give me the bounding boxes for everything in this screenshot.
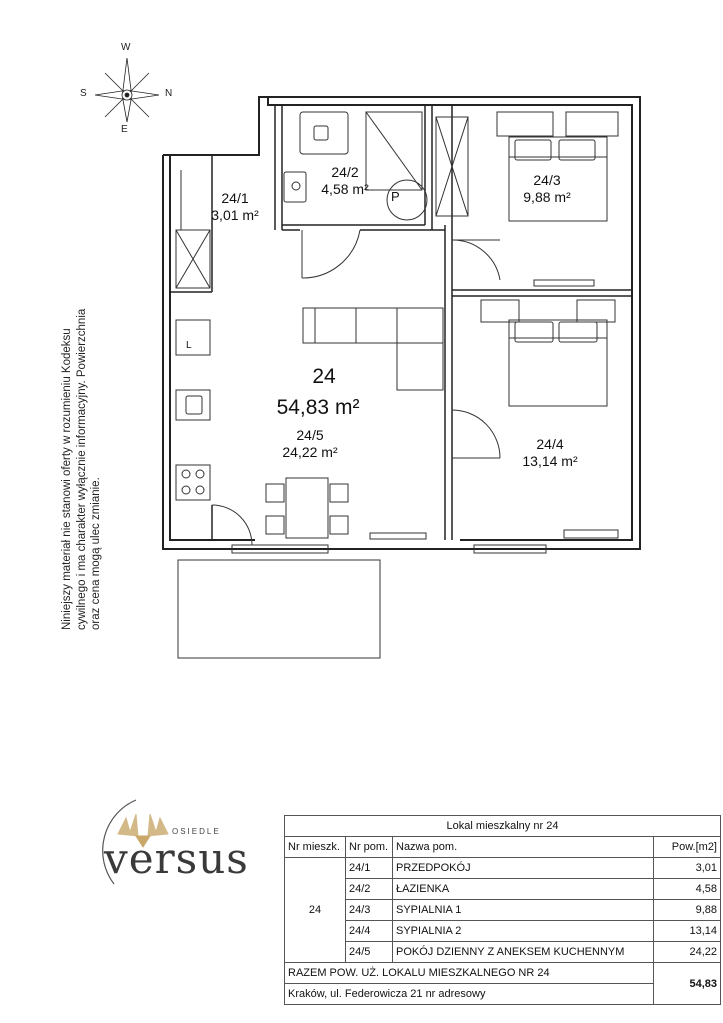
disclaimer-line: Niniejszy materiał nie stanowi oferty w rozumieniu Kodeksu	[61, 328, 73, 630]
legend-room-area: 3,01	[654, 858, 721, 879]
table-row	[285, 858, 721, 879]
bed-bedroom-2	[481, 300, 615, 406]
room-area: 13,14 m²	[522, 453, 578, 469]
legend-room-area: 4,58	[654, 879, 721, 900]
kitchen-units	[176, 320, 210, 500]
table-row	[285, 900, 721, 921]
room-area: 9,88 m²	[523, 189, 571, 205]
shaft-symbol: P	[391, 189, 400, 204]
legend-title: Lokal mieszkalny nr 24	[285, 816, 721, 837]
room-number: 24/5	[296, 427, 324, 443]
room-label-24-3	[507, 172, 587, 206]
legend-room-name: SYPIALNIA 2	[393, 921, 654, 942]
legend-header-apartment: Nr mieszk.	[285, 837, 346, 858]
legend-total-value: 54,83	[654, 963, 721, 1005]
room-label-24-2	[305, 164, 385, 198]
room-number: 24/3	[533, 172, 561, 188]
room-number: 24/2	[331, 164, 359, 180]
room-area: 4,58 m²	[321, 181, 369, 197]
compass-east-label: E	[121, 124, 128, 135]
legend-room-name: SYPIALNIA 1	[393, 900, 654, 921]
legend-address: Kraków, ul. Federowicza 21 nr adresowy	[285, 984, 654, 1005]
table-row	[285, 921, 721, 942]
room-label-24-4	[505, 436, 595, 470]
legend-header-area: Pow.[m2]	[654, 837, 721, 858]
legend-room-no: 24/1	[346, 858, 393, 879]
brand-subtitle: OSIEDLE	[172, 827, 221, 836]
apartment-total-area: 54,83 m²	[276, 396, 360, 419]
legend-room-no: 24/3	[346, 900, 393, 921]
disclaimer-line: oraz cena mogą ulec zmianie.	[90, 477, 102, 630]
room-legend-table	[284, 815, 721, 1005]
legend-room-no: 24/4	[346, 921, 393, 942]
outer-walls	[163, 97, 640, 549]
apartment-number: 24	[312, 365, 336, 388]
legend-room-area: 24,22	[654, 942, 721, 963]
room-number: 24/4	[536, 436, 564, 452]
compass-north-label: N	[165, 88, 173, 99]
table-row	[285, 879, 721, 900]
compass-west-label: W	[121, 42, 131, 53]
table-row	[285, 942, 721, 963]
legend-header-room-no: Nr pom.	[346, 837, 393, 858]
compass-rose-icon	[95, 58, 159, 122]
legend-total-label: RAZEM POW. UŻ. LOKALU MIESZKALNEGO NR 24	[285, 963, 654, 984]
room-area: 24,22 m²	[282, 444, 338, 460]
disclaimer-line: cywilnego i ma charakter wyłącznie informacyjny. Powierzchnia	[75, 308, 88, 630]
room-area: 3,01 m²	[211, 207, 259, 223]
legend-room-area: 13,14	[654, 921, 721, 942]
legend-room-name: PRZEDPOKÓJ	[393, 858, 654, 879]
legend-room-name: POKÓJ DZIENNY Z ANEKSEM KUCHENNYM	[393, 942, 654, 963]
legend-room-area: 9,88	[654, 900, 721, 921]
room-number: 24/1	[221, 190, 249, 206]
fridge-symbol: L	[186, 340, 192, 351]
disclaimer-text	[60, 30, 104, 630]
balcony	[178, 560, 380, 658]
room-label-24-1	[200, 190, 270, 224]
compass-south-label: S	[80, 88, 87, 99]
brand-name: versus	[104, 834, 249, 883]
legend-room-no: 24/5	[346, 942, 393, 963]
room-label-24-5	[265, 427, 355, 461]
dining-table	[266, 478, 348, 538]
legend-room-name: ŁAZIENKA	[393, 879, 654, 900]
legend-apartment-number: 24	[285, 858, 346, 963]
legend-room-no: 24/2	[346, 879, 393, 900]
legend-header-room-name: Nazwa pom.	[393, 837, 654, 858]
